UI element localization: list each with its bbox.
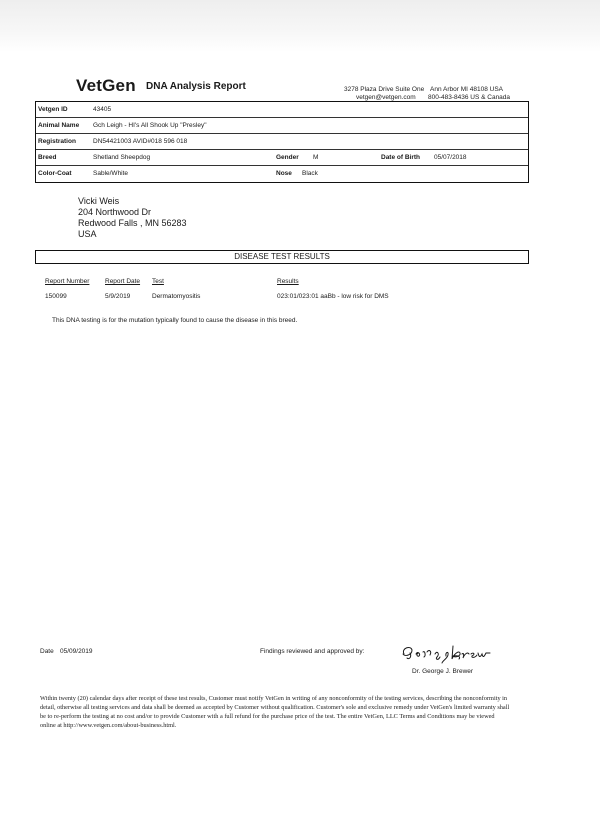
results-section-title: DISEASE TEST RESULTS — [35, 250, 529, 264]
nose-value: Black — [302, 170, 318, 177]
disclaimer-text: Within twenty (20) calendar days after receipt of these test results, Customer must notify VetGen in writing of any nonconformity of the testing services, describing the nonconformity in detail, otherwise all testing services and data shall be deemed as accepted by Customer without qualification. Customer's sole and exclusive remedy under VetGen's limited warranty shall be to re-perform the testing at no cost and/or to provide Customer with a full refund for the purchase price of the test. The entire VetGen, LLC Terms and Conditions may be viewed online at http://www.vetgen.com/about-business.html. — [40, 695, 510, 729]
row-registration — [36, 134, 528, 150]
recipient-country: USA — [78, 229, 97, 239]
registration-value: DN54421003 AVID#018 596 018 — [93, 138, 188, 145]
breed-label: Breed — [38, 154, 57, 161]
approver-name: Dr. George J. Brewer — [412, 668, 474, 675]
gender-value: M — [313, 154, 319, 161]
recipient-address — [78, 196, 187, 240]
date-value: 05/09/2019 — [60, 648, 93, 655]
address-street: 3278 Plaza Drive Suite One — [344, 86, 425, 93]
address-city: Ann Arbor MI 48108 USA — [430, 86, 503, 93]
breed-value: Shetland Sheepdog — [93, 154, 151, 161]
header-results: Results — [277, 278, 299, 285]
dob-value: 05/07/2018 — [434, 154, 467, 161]
color-coat-label: Color-Coat — [38, 170, 72, 177]
cell-test: Dermatomyositis — [152, 293, 201, 300]
cell-report-number: 150099 — [45, 293, 67, 300]
animal-name-value: Gch Leigh - HI's All Shook Up "Presley" — [93, 122, 207, 129]
header-test: Test — [152, 278, 164, 285]
date-label: Date — [40, 648, 54, 655]
nose-label: Nose — [276, 170, 292, 177]
header-report-date: Report Date — [105, 278, 141, 285]
signature — [398, 642, 493, 669]
dob-label: Date of Birth — [381, 154, 420, 161]
report-title: DNA Analysis Report — [146, 81, 246, 92]
testing-note: This DNA testing is for the mutation typically found to cause the disease in this breed. — [52, 317, 298, 324]
approval-text: Findings reviewed and approved by: — [260, 648, 365, 655]
cell-report-date: 5/9/2019 — [105, 293, 131, 300]
contact-phone: 800-483-8436 US & Canada — [428, 94, 511, 101]
vetgen-id-label: Vetgen ID — [38, 106, 68, 113]
registration-label: Registration — [38, 138, 76, 145]
recipient-street: 204 Northwood Dr — [78, 207, 152, 217]
vetgen-id-value: 43405 — [93, 106, 112, 113]
gender-label: Gender — [276, 154, 299, 161]
brand-logo: VetGen — [76, 76, 136, 95]
row-animal-name — [36, 118, 528, 134]
cell-result: 023:01/023:01 aaBb - low risk for DMS — [277, 293, 389, 300]
recipient-name: Vicki Weis — [78, 196, 120, 206]
animal-info-box — [35, 101, 529, 183]
row-vetgen-id — [36, 102, 528, 118]
color-coat-value: Sable/White — [93, 170, 129, 177]
animal-name-label: Animal Name — [38, 122, 80, 129]
row-breed — [36, 150, 528, 166]
contact-email: vetgen@vetgen.com — [356, 94, 416, 101]
scan-shadow — [0, 0, 600, 52]
signature-icon — [398, 642, 493, 664]
recipient-city: Redwood Falls , MN 56283 — [78, 218, 187, 228]
row-color-coat — [36, 166, 528, 182]
header-report-number: Report Number — [45, 278, 90, 285]
